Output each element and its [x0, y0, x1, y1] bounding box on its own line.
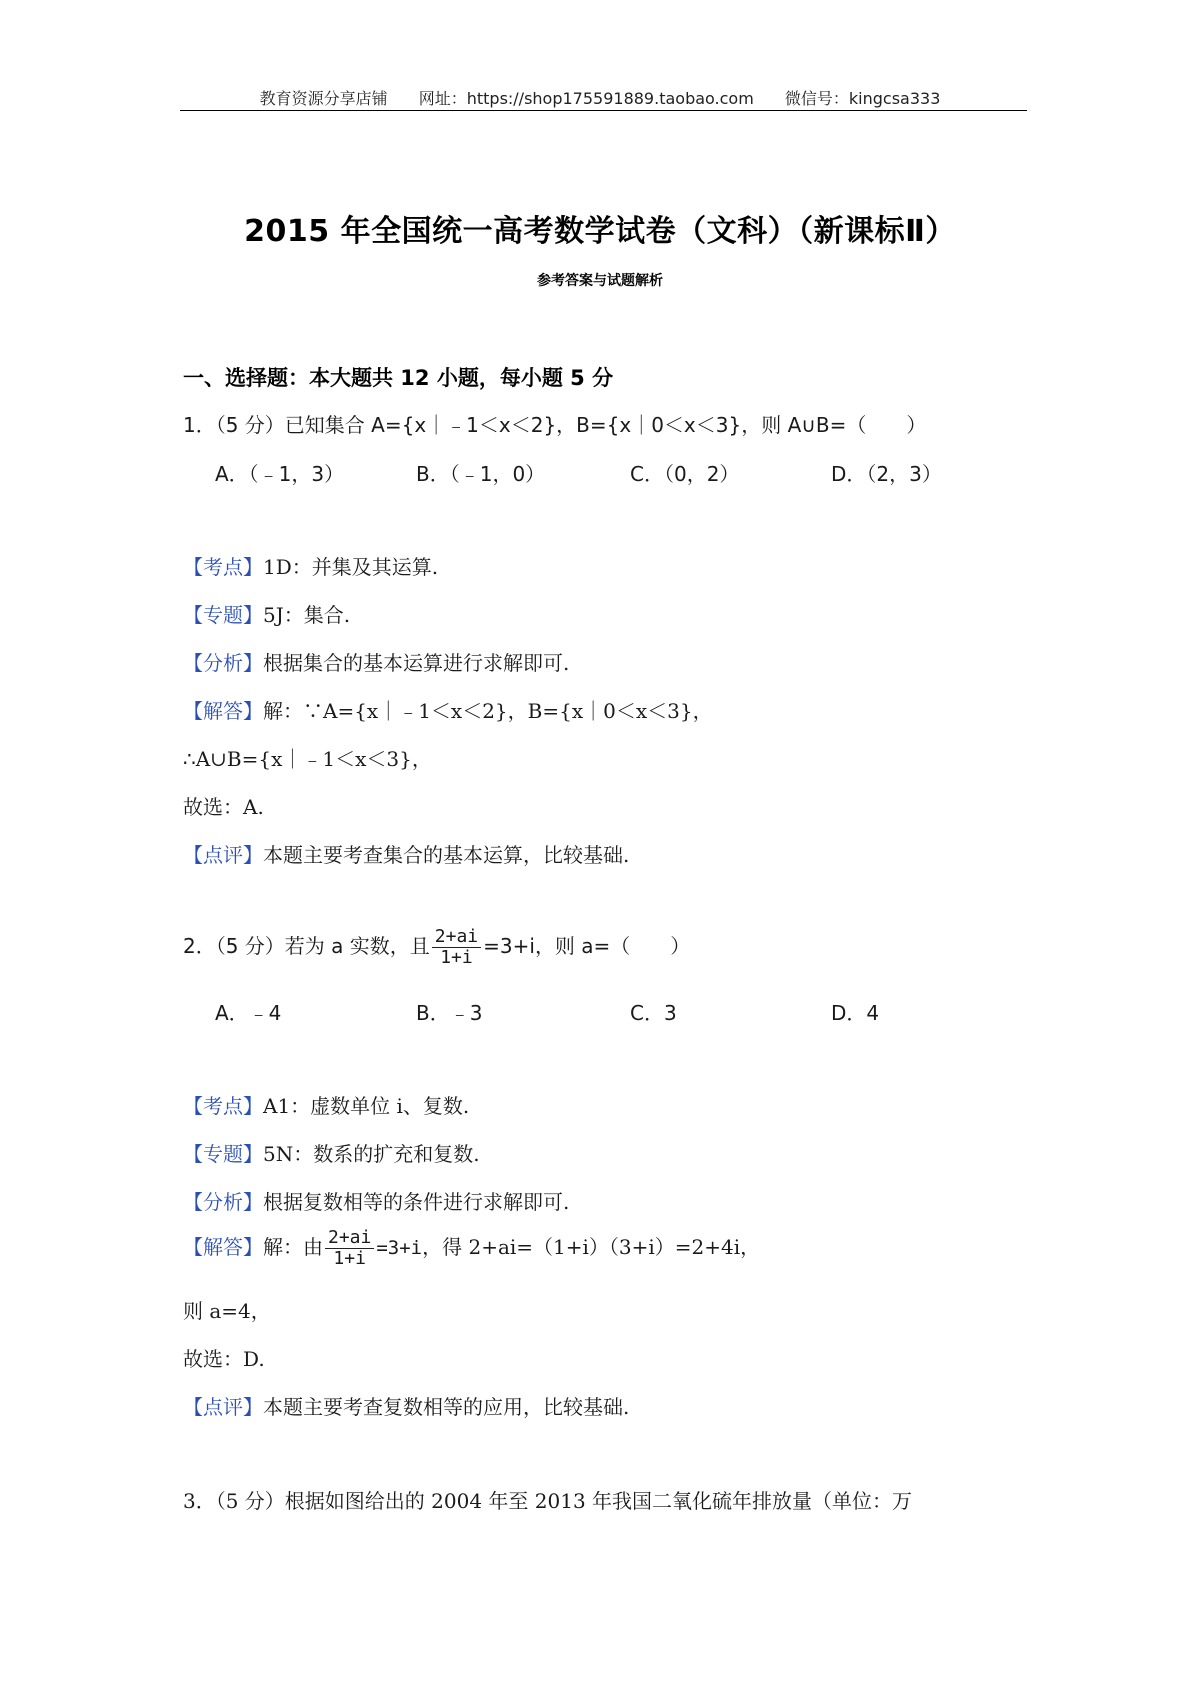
jieda-text-before: 解：由	[263, 1235, 323, 1259]
q2-stem-after: =3+i，则 a=（ ）	[483, 934, 691, 958]
jieda-tag: 【解答】	[183, 699, 263, 723]
q2-dianping	[183, 1391, 629, 1420]
q1-option-b: B．（﹣1，0）	[416, 462, 546, 486]
q2-fenxi	[183, 1186, 569, 1215]
q2-jieda	[183, 1228, 760, 1269]
jieda-tag: 【解答】	[183, 1235, 263, 1259]
q2-choice: 故选：D.	[183, 1347, 265, 1371]
jieda-fraction-denominator: 1+i	[333, 1248, 366, 1269]
document-subtitle: 参考答案与试题解析	[537, 273, 663, 289]
q2-kaodian	[183, 1090, 469, 1119]
q2-option-b: B．﹣3	[416, 1001, 483, 1025]
jieda-text: 解：∵A={x｜﹣1＜x＜2}，B={x｜0＜x＜3}，	[263, 699, 713, 723]
q1-stem: 1．（5 分）已知集合 A={x｜﹣1＜x＜2}，B={x｜0＜x＜3}，则 A∪B=（ ）	[183, 413, 927, 437]
header-url[interactable]: 网址：https://shop175591889.taobao.com	[418, 89, 754, 108]
header-wechat: 微信号：kingcsa333	[784, 89, 941, 108]
q3-stem: 3．（5 分）根据如图给出的 2004 年至 2013 年我国二氧化硫年排放量（单位：万	[183, 1489, 913, 1513]
header-divider	[180, 110, 1027, 111]
page-header	[0, 86, 1200, 109]
jieda-fraction-numerator: 2+ai	[325, 1228, 374, 1249]
document-title: 2015 年全国统一高考数学试卷（文科）（新课标Ⅱ）	[244, 214, 956, 249]
zhuanti-text: 5N：数系的扩充和复数.	[263, 1142, 480, 1166]
q1-choice: 故选：A.	[183, 795, 264, 819]
fenxi-text: 根据复数相等的条件进行求解即可.	[263, 1190, 570, 1214]
fenxi-tag: 【分析】	[183, 651, 263, 675]
q1-option-d: D．（2，3）	[831, 462, 942, 486]
jieda-text-after: ，得 2+ai=（1+i）（3+i）=2+4i，	[422, 1235, 761, 1259]
fenxi-text: 根据集合的基本运算进行求解即可.	[263, 651, 570, 675]
q2-option-d: D．4	[831, 1001, 880, 1025]
q1-option-c: C．（0，2）	[630, 462, 740, 486]
kaodian-tag: 【考点】	[183, 555, 263, 579]
dianping-text: 本题主要考查集合的基本运算，比较基础.	[263, 843, 630, 867]
q2-fraction-denominator: 1+i	[440, 947, 473, 968]
q1-jieda	[183, 695, 713, 724]
zhuanti-tag: 【专题】	[183, 603, 263, 627]
dianping-text: 本题主要考查复数相等的应用，比较基础.	[263, 1395, 630, 1419]
q2-zhuanti	[183, 1138, 480, 1167]
q2-option-a: A．﹣4	[215, 1001, 282, 1025]
q2-option-c: C．3	[630, 1001, 677, 1025]
q2-step2: 则 a=4，	[183, 1299, 271, 1323]
q2-stem-before: 2．（5 分）若为 a 实数，且	[183, 934, 430, 958]
fenxi-tag: 【分析】	[183, 1190, 263, 1214]
section-heading: 一、选择题：本大题共 12 小题，每小题 5 分	[183, 366, 614, 390]
q2-jieda-fraction	[325, 1228, 374, 1269]
dianping-tag: 【点评】	[183, 1395, 263, 1419]
q2-stem	[183, 927, 690, 968]
q2-fraction-numerator: 2+ai	[432, 927, 481, 948]
header-shop-name: 教育资源分享店铺	[259, 89, 388, 108]
zhuanti-tag: 【专题】	[183, 1142, 263, 1166]
q1-dianping	[183, 839, 629, 868]
q2-fraction	[432, 927, 481, 968]
q1-zhuanti	[183, 599, 350, 628]
q1-option-a: A．（﹣1，3）	[215, 462, 345, 486]
zhuanti-text: 5J：集合.	[263, 603, 351, 627]
kaodian-tag: 【考点】	[183, 1094, 263, 1118]
q1-kaodian	[183, 551, 438, 580]
q1-fenxi	[183, 647, 569, 676]
jieda-equation: =3+i	[376, 1237, 423, 1259]
kaodian-text: 1D：并集及其运算.	[263, 555, 439, 579]
q1-step2: ∴A∪B={x｜﹣1＜x＜3}，	[183, 747, 432, 771]
kaodian-text: A1：虚数单位 i、复数.	[263, 1094, 470, 1118]
dianping-tag: 【点评】	[183, 843, 263, 867]
